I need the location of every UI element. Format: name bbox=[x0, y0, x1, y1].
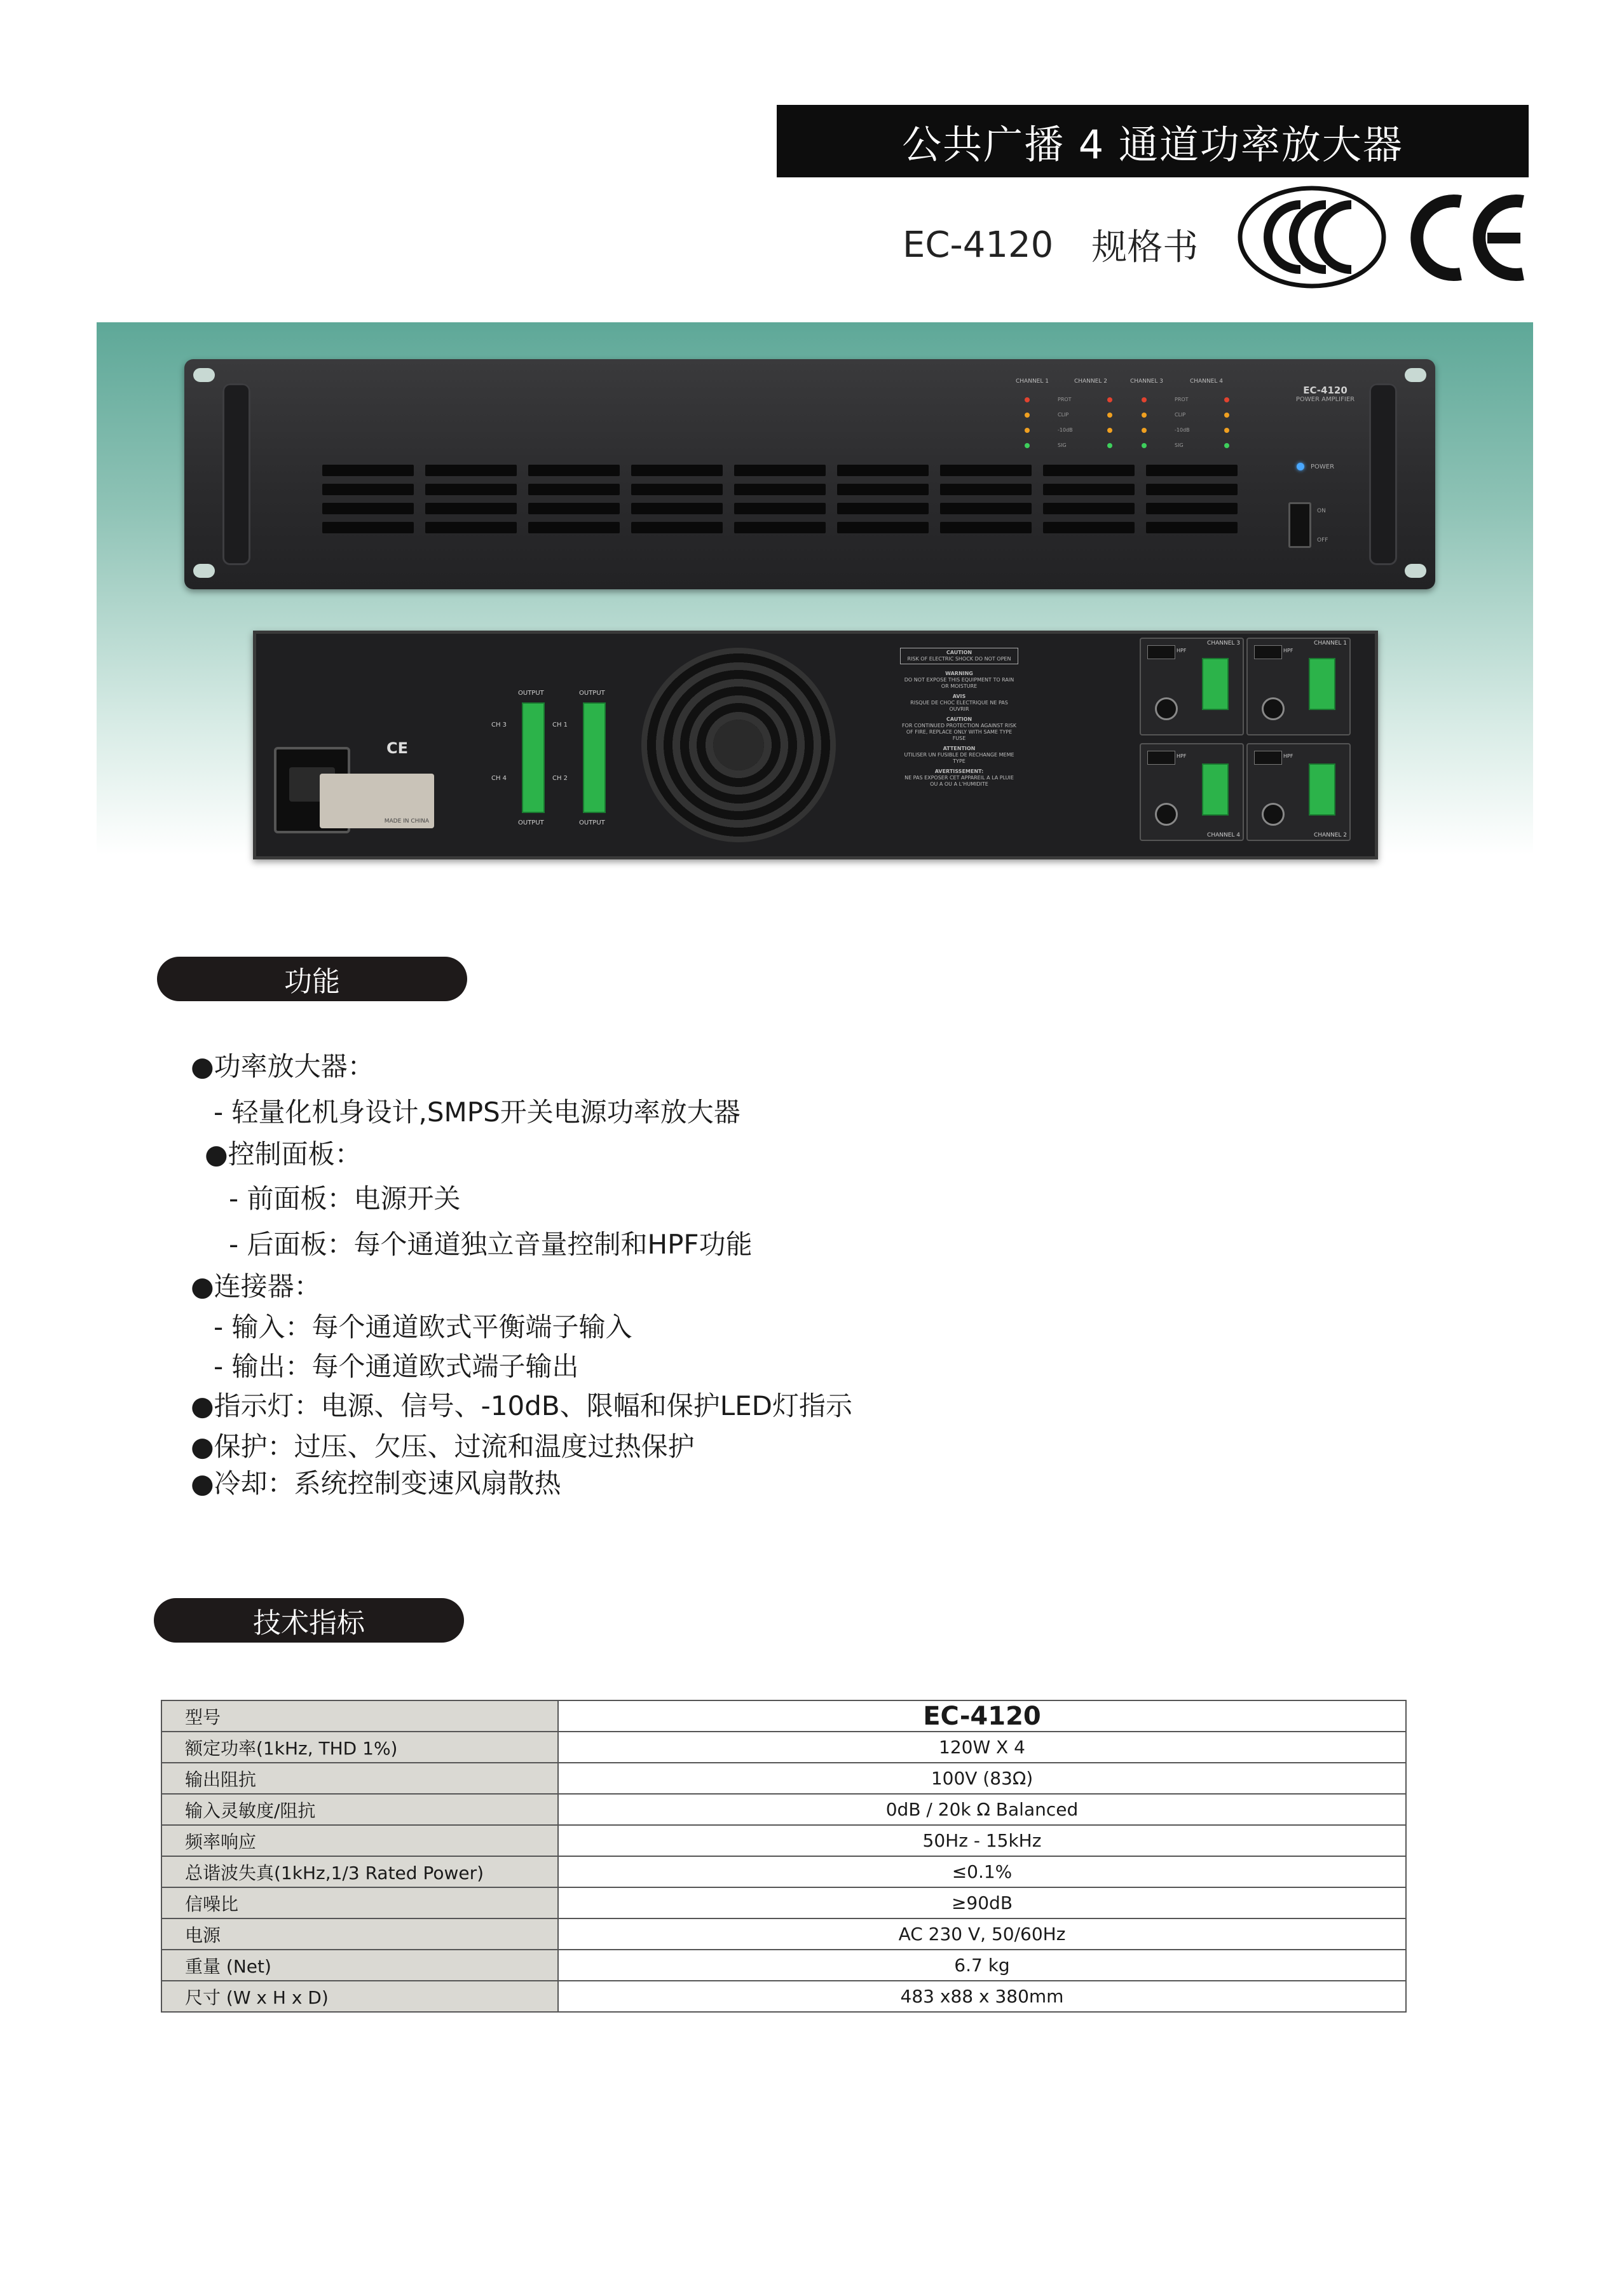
spec-key: 额定功率(1kHz, THD 1%) bbox=[161, 1732, 558, 1763]
vent-slot bbox=[837, 465, 929, 476]
channel-module bbox=[1246, 743, 1351, 841]
caution-text: RISK OF ELECTRIC SHOCK DO NOT OPEN bbox=[907, 656, 1011, 662]
feature-line: - 前面板：电源开关 bbox=[229, 1183, 461, 1214]
hpf-switch[interactable] bbox=[1254, 645, 1282, 659]
indicator-led bbox=[1224, 428, 1229, 433]
attention-title: ATTENTION bbox=[943, 746, 976, 751]
indicator-label: PROT bbox=[1058, 397, 1072, 402]
spec-row bbox=[161, 1700, 1406, 1732]
input-terminal[interactable] bbox=[1202, 763, 1229, 816]
spec-key: 重量 (Net) bbox=[161, 1950, 558, 1981]
vent-slot bbox=[322, 465, 414, 476]
vent-slot bbox=[322, 522, 414, 533]
channel-module bbox=[1246, 638, 1351, 735]
vent-slot bbox=[837, 522, 929, 533]
input-terminal[interactable] bbox=[1309, 763, 1335, 816]
indicator-led bbox=[1142, 413, 1147, 418]
ccc-certification-logo bbox=[1237, 186, 1387, 289]
indicator-led bbox=[1142, 428, 1147, 433]
spec-value: 483 x88 x 380mm bbox=[558, 1981, 1406, 2012]
spec-row bbox=[161, 1794, 1406, 1825]
module-title: CHANNEL 1 bbox=[1314, 640, 1347, 646]
vent-slot bbox=[1043, 465, 1135, 476]
rack-ear-hole bbox=[193, 368, 215, 382]
features-section-title: 功能 bbox=[157, 957, 467, 1001]
volume-knob[interactable] bbox=[1155, 803, 1178, 826]
volume-knob[interactable] bbox=[1262, 803, 1285, 826]
indicator-led bbox=[1025, 428, 1030, 433]
spec-key: 输入灵敏度/阻抗 bbox=[161, 1794, 558, 1825]
rack-ear-hole bbox=[193, 564, 215, 578]
vent-slot bbox=[734, 522, 826, 533]
output-label-top-1: OUTPUT bbox=[518, 690, 544, 697]
spec-row bbox=[161, 1732, 1406, 1763]
indicator-led bbox=[1107, 413, 1112, 418]
vent-slot bbox=[940, 484, 1032, 495]
hpf-label: HPF bbox=[1283, 648, 1293, 653]
spec-table bbox=[161, 1700, 1407, 2013]
vent-slot bbox=[528, 465, 620, 476]
vent-slot bbox=[734, 484, 826, 495]
hpf-switch[interactable] bbox=[1147, 751, 1175, 765]
vent-slot bbox=[322, 484, 414, 495]
indicator-led bbox=[1025, 397, 1030, 402]
indicator-label: -10dB bbox=[1058, 427, 1073, 433]
output-terminal-left[interactable] bbox=[522, 702, 545, 813]
ch1-label: CH 1 bbox=[552, 721, 568, 728]
spec-row bbox=[161, 1918, 1406, 1950]
vent-slot bbox=[631, 465, 723, 476]
vent-slot bbox=[528, 522, 620, 533]
spec-value: 6.7 kg bbox=[558, 1950, 1406, 1981]
indicator-led bbox=[1107, 397, 1112, 402]
channel-2-header: CHANNEL 2 bbox=[1074, 378, 1107, 385]
feature-line: ●控制面板： bbox=[205, 1138, 362, 1170]
attention-text: UTILISER UN FUSIBLE DE RECHANGE MEME TYPE bbox=[904, 752, 1014, 764]
output-label-bottom-1: OUTPUT bbox=[518, 819, 544, 826]
feature-line: ●指示灯：电源、信号、-10dB、限幅和保护LED灯指示 bbox=[191, 1390, 852, 1421]
indicator-led bbox=[1224, 397, 1229, 402]
vent-slot bbox=[528, 484, 620, 495]
vent-slot bbox=[940, 503, 1032, 514]
spec-key: 型号 bbox=[161, 1700, 558, 1732]
spec-key: 尺寸 (W x H x D) bbox=[161, 1981, 558, 2012]
volume-knob[interactable] bbox=[1155, 697, 1178, 720]
feature-line: ●冷却：系统控制变速风扇散热 bbox=[191, 1468, 561, 1499]
module-title: CHANNEL 4 bbox=[1207, 832, 1240, 838]
spec-value: EC-4120 bbox=[558, 1700, 1406, 1732]
spec-row bbox=[161, 1825, 1406, 1856]
spec-value: 50Hz - 15kHz bbox=[558, 1825, 1406, 1856]
feature-line: - 轻量化机身设计,SMPS开关电源功率放大器 bbox=[214, 1097, 740, 1128]
spec-row bbox=[161, 1763, 1406, 1794]
avis-text: RISQUE DE CHOC ELECTRIQUE NE PAS OUVRIR bbox=[910, 700, 1008, 712]
indicator-led bbox=[1142, 443, 1147, 448]
channel-module bbox=[1140, 638, 1244, 735]
feature-line: ●连接器： bbox=[191, 1271, 321, 1302]
indicator-led bbox=[1107, 443, 1112, 448]
indicator-label: PROT bbox=[1175, 397, 1189, 402]
power-led bbox=[1297, 463, 1304, 470]
caution-title: CAUTION bbox=[946, 650, 972, 655]
rating-label-plate bbox=[320, 774, 434, 828]
module-title: CHANNEL 3 bbox=[1207, 640, 1240, 646]
spec-key: 电源 bbox=[161, 1918, 558, 1950]
model-line bbox=[903, 219, 1198, 270]
vent-slot bbox=[631, 484, 723, 495]
spec-key: 信噪比 bbox=[161, 1887, 558, 1918]
channel-1-header: CHANNEL 1 bbox=[1016, 378, 1049, 385]
front-subtitle: POWER AMPLIFIER bbox=[1295, 396, 1355, 403]
model-name: EC-4120 bbox=[903, 224, 1054, 266]
hpf-switch[interactable] bbox=[1147, 645, 1175, 659]
spec-value: AC 230 V, 50/60Hz bbox=[558, 1918, 1406, 1950]
ce-mark-logo bbox=[1405, 194, 1532, 282]
vent-slot bbox=[734, 503, 826, 514]
spec-row bbox=[161, 1950, 1406, 1981]
avertissement-text: NE PAS EXPOSER CET APPAREIL A LA PLUIE OU A OU A L'HUMIDITE bbox=[904, 775, 1014, 787]
spec-value: 0dB / 20k Ω Balanced bbox=[558, 1794, 1406, 1825]
indicator-led bbox=[1224, 443, 1229, 448]
spec-key: 总谐波失真(1kHz,1/3 Rated Power) bbox=[161, 1856, 558, 1887]
module-title: CHANNEL 2 bbox=[1314, 832, 1347, 838]
channel-module bbox=[1140, 743, 1244, 841]
vent-slot bbox=[1043, 503, 1135, 514]
spec-key: 频率响应 bbox=[161, 1825, 558, 1856]
feature-line: ●保护：过压、欠压、过流和温度过热保护 bbox=[191, 1431, 695, 1462]
spec-key: 输出阻抗 bbox=[161, 1763, 558, 1794]
output-label-bottom-2: OUTPUT bbox=[579, 819, 605, 826]
rear-panel-image bbox=[253, 631, 1378, 859]
output-terminal-right[interactable] bbox=[583, 702, 606, 813]
vent-slot bbox=[837, 484, 929, 495]
hpf-label: HPF bbox=[1283, 753, 1293, 759]
indicator-led bbox=[1142, 397, 1147, 402]
volume-knob[interactable] bbox=[1262, 697, 1285, 720]
switch-on-label: ON bbox=[1317, 508, 1326, 514]
warning-label-block bbox=[900, 648, 1018, 838]
warning-text: DO NOT EXPOSE THIS EQUIPMENT TO RAIN OR MOISTURE bbox=[904, 677, 1014, 689]
indicator-label: CLIP bbox=[1175, 412, 1186, 418]
vent-slot bbox=[322, 503, 414, 514]
rack-ear-hole bbox=[1405, 564, 1426, 578]
indicator-label: -10dB bbox=[1175, 427, 1190, 433]
vent-slot bbox=[734, 465, 826, 476]
ch4-label: CH 4 bbox=[491, 775, 507, 782]
rear-ce-mark: CE bbox=[386, 739, 409, 757]
spec-value: ≥90dB bbox=[558, 1887, 1406, 1918]
channel-3-header: CHANNEL 3 bbox=[1130, 378, 1163, 385]
vent-slot bbox=[631, 503, 723, 514]
avertissement-title: AVERTISSEMENT: bbox=[934, 769, 984, 774]
indicator-led bbox=[1107, 428, 1112, 433]
led-indicator-panel bbox=[1012, 378, 1304, 451]
made-in-label: MADE IN CHINA bbox=[384, 818, 429, 824]
indicator-label: CLIP bbox=[1058, 412, 1069, 418]
vent-slot bbox=[1146, 522, 1238, 533]
channel-4-header: CHANNEL 4 bbox=[1190, 378, 1223, 385]
vent-slot bbox=[1043, 484, 1135, 495]
power-switch[interactable] bbox=[1288, 502, 1311, 548]
switch-off-label: OFF bbox=[1317, 537, 1328, 544]
input-terminal[interactable] bbox=[1309, 658, 1335, 710]
hpf-label: HPF bbox=[1177, 648, 1187, 653]
vent-slot bbox=[1146, 484, 1238, 495]
indicator-label: SIG bbox=[1058, 442, 1067, 448]
spec-value: 120W X 4 bbox=[558, 1732, 1406, 1763]
right-handle bbox=[1369, 383, 1397, 565]
spec-value: 100V (83Ω) bbox=[558, 1763, 1406, 1794]
doc-type: 规格书 bbox=[1091, 227, 1199, 268]
feature-line: - 输入：每个通道欧式平衡端子输入 bbox=[214, 1311, 632, 1343]
rack-ear-hole bbox=[1405, 368, 1426, 382]
feature-line: - 后面板：每个通道独立音量控制和HPF功能 bbox=[229, 1229, 753, 1260]
vent-slot bbox=[1146, 503, 1238, 514]
vent-slot bbox=[1146, 465, 1238, 476]
warning-title: WARNING bbox=[945, 671, 973, 676]
feature-line: ●功率放大器： bbox=[191, 1051, 374, 1082]
vent-slot bbox=[631, 522, 723, 533]
vent-slot bbox=[425, 522, 517, 533]
caution2-text: FOR CONTINUED PROTECTION AGAINST RISK OF FIRE, REPLACE ONLY WITH SAME TYPE FUSE bbox=[901, 723, 1017, 741]
cooling-fan-grille bbox=[641, 648, 836, 842]
vent-slot bbox=[425, 484, 517, 495]
document-title: 公共广播 4 通道功率放大器 bbox=[777, 105, 1529, 177]
left-handle bbox=[222, 383, 250, 565]
hpf-switch[interactable] bbox=[1254, 751, 1282, 765]
output-label-top-2: OUTPUT bbox=[579, 690, 605, 697]
vent-slot bbox=[528, 503, 620, 514]
caution2-title: CAUTION bbox=[946, 716, 972, 722]
spec-value: ≤0.1% bbox=[558, 1856, 1406, 1887]
indicator-led bbox=[1224, 413, 1229, 418]
spec-row bbox=[161, 1887, 1406, 1918]
spec-row bbox=[161, 1856, 1406, 1887]
ch2-label: CH 2 bbox=[552, 775, 568, 782]
front-model-label: EC-4120 bbox=[1303, 385, 1348, 396]
indicator-label: SIG bbox=[1175, 442, 1184, 448]
spec-row bbox=[161, 1981, 1406, 2012]
ch3-label: CH 3 bbox=[491, 721, 507, 728]
indicator-led bbox=[1025, 443, 1030, 448]
indicator-led bbox=[1025, 413, 1030, 418]
power-label: POWER bbox=[1311, 463, 1335, 470]
feature-line: - 输出：每个通道欧式端子输出 bbox=[214, 1351, 579, 1382]
avis-title: AVIS bbox=[952, 694, 966, 699]
vent-slot bbox=[425, 465, 517, 476]
vent-slot bbox=[1043, 522, 1135, 533]
vent-slot bbox=[837, 503, 929, 514]
vent-slot bbox=[425, 503, 517, 514]
front-panel-image bbox=[184, 359, 1435, 589]
input-terminal[interactable] bbox=[1202, 658, 1229, 710]
vent-slot bbox=[940, 522, 1032, 533]
front-vents bbox=[322, 465, 1238, 533]
hpf-label: HPF bbox=[1177, 753, 1187, 759]
specs-section-title: 技术指标 bbox=[154, 1598, 464, 1643]
vent-slot bbox=[940, 465, 1032, 476]
